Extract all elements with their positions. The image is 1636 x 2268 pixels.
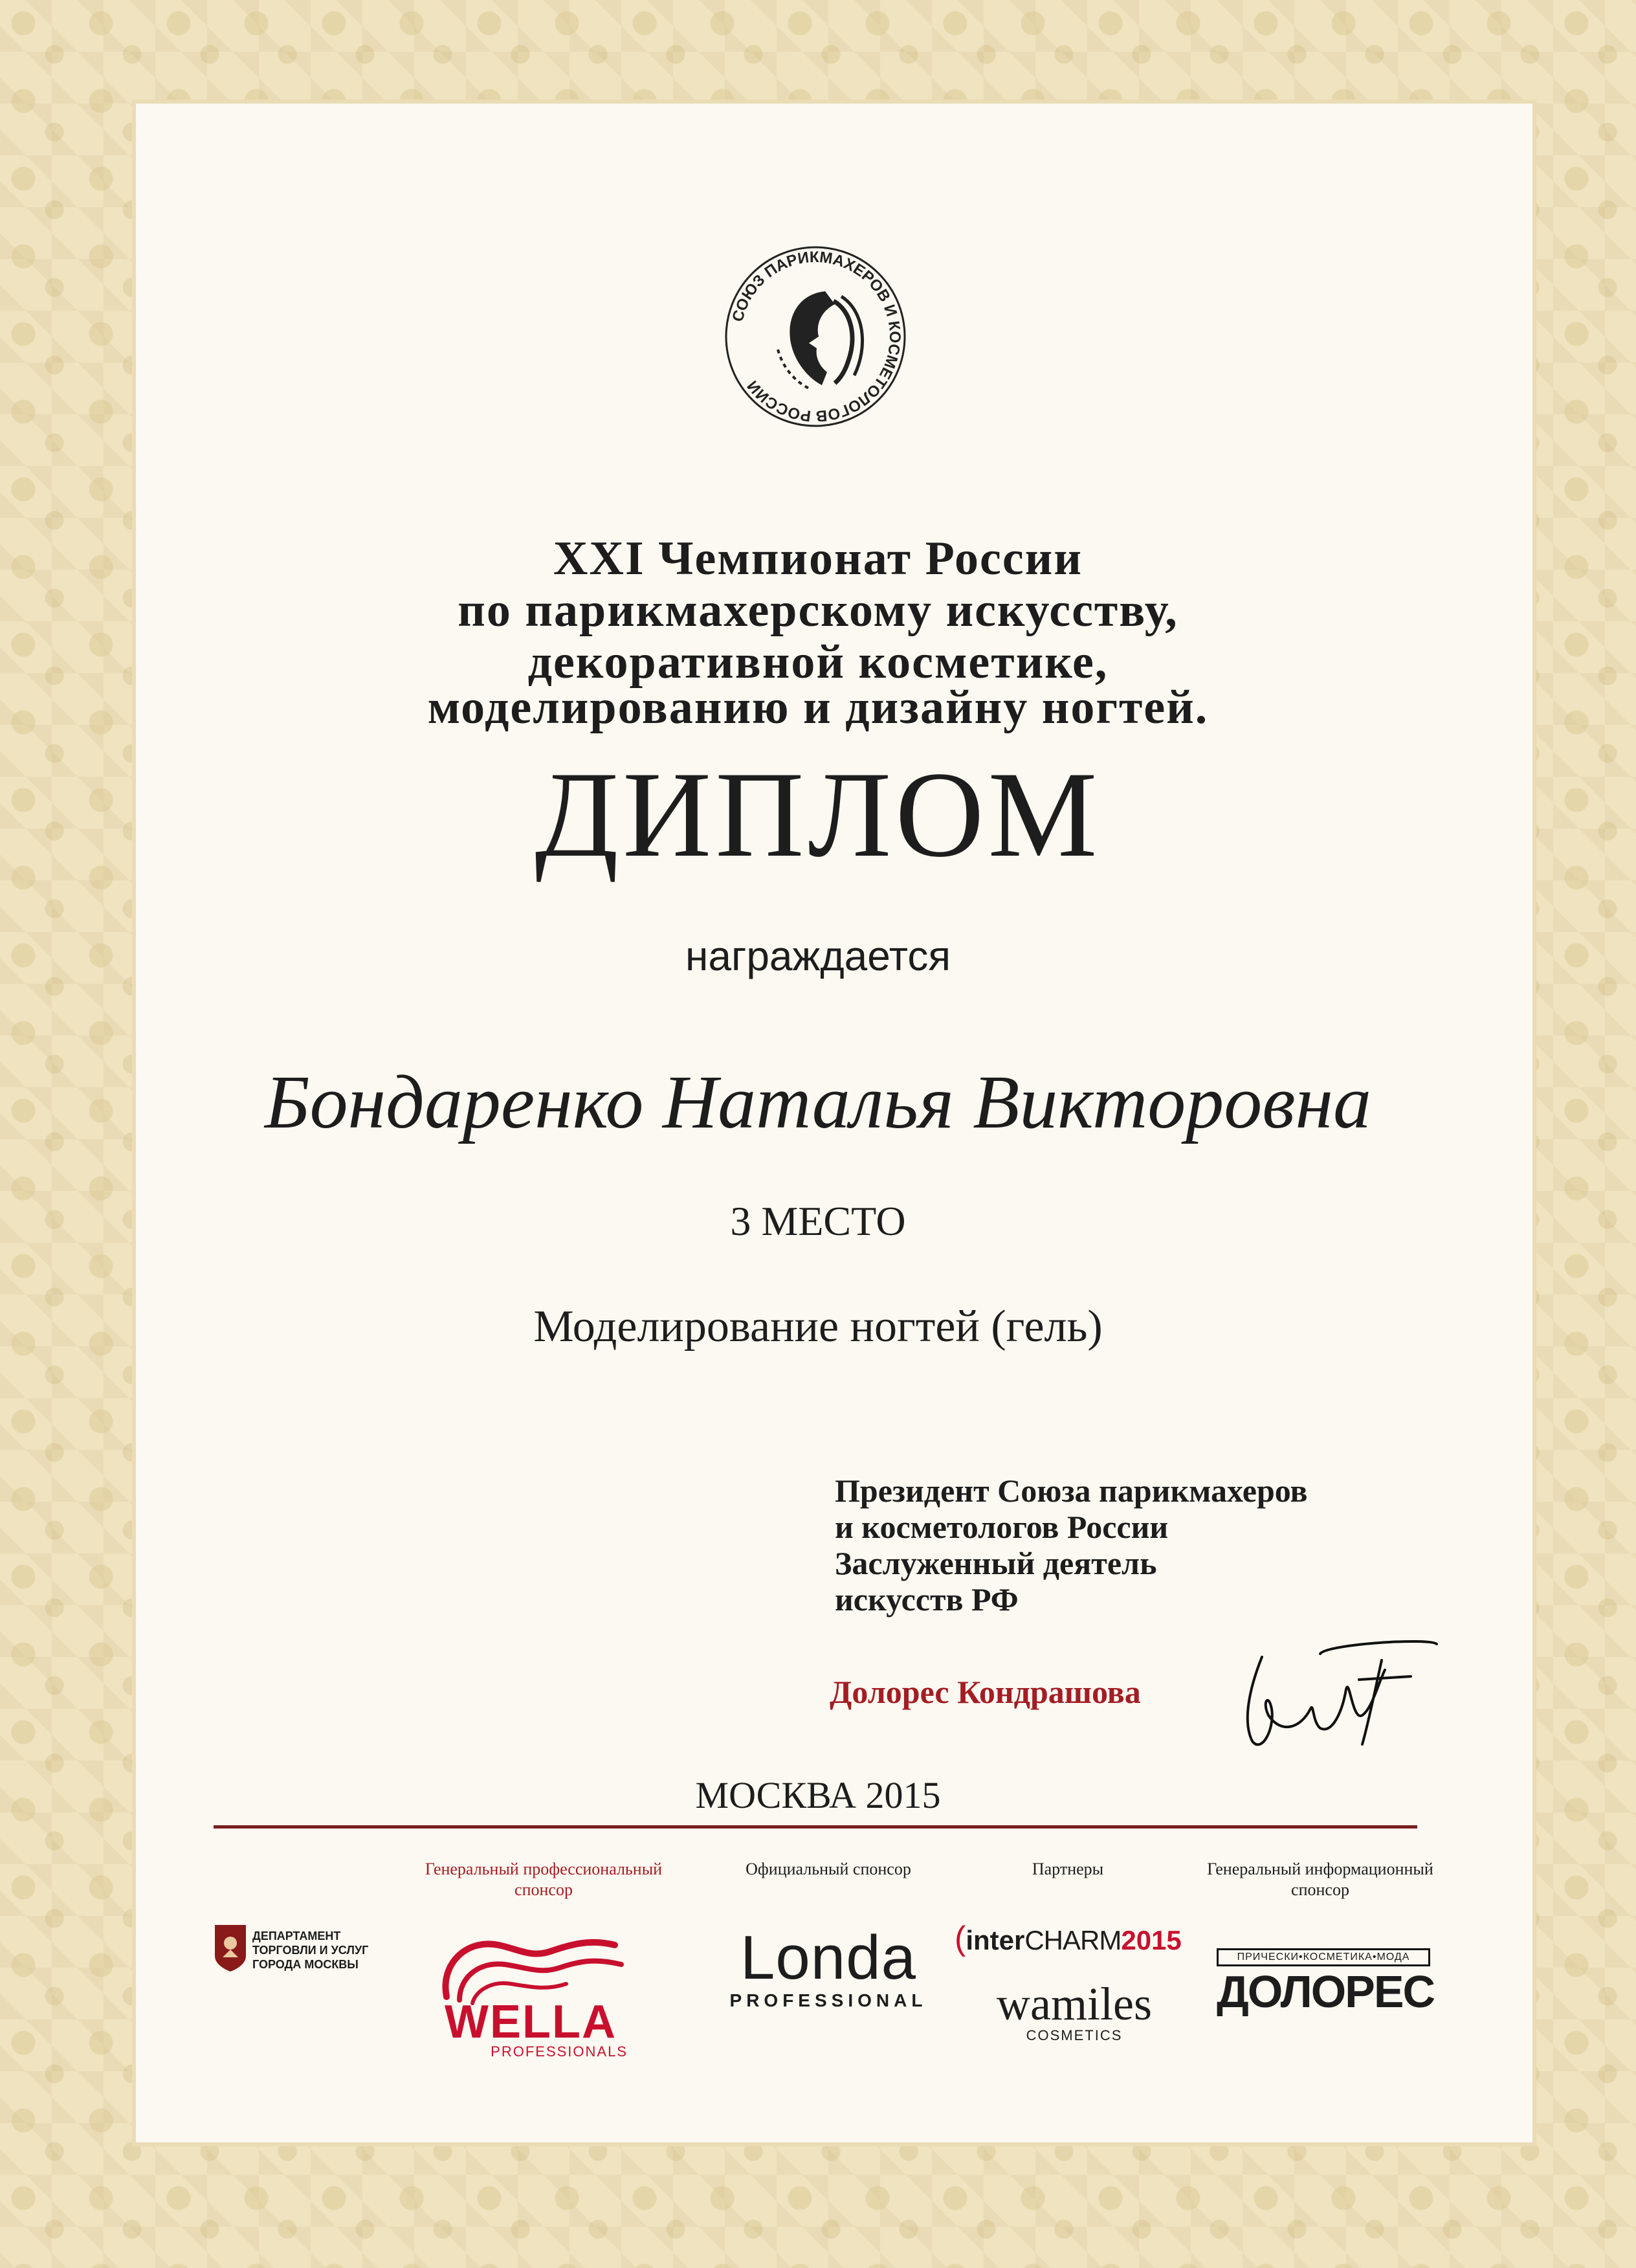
signatory-name: Долорес Кондрашова [830,1674,1141,1710]
signatory-line-4: искусств РФ [835,1581,1019,1618]
signatory-line-2: и косметологов России [835,1509,1169,1545]
wamiles-sub: COSMETICS [1026,2027,1123,2043]
woman-profile-icon [778,291,863,388]
signatory-line-3: Заслуженный деятель [835,1545,1157,1581]
intercharm-middle: CHARM [1024,1925,1122,1955]
wamiles-logo [971,1978,1178,2044]
recipient-name: Бондаренко Наталья Викторовна [264,1060,1372,1144]
dolores-wordmark: ДОЛОРЕС [1217,1966,1435,2017]
moscow-dept-line-3: ГОРОДА МОСКВЫ [252,1958,359,1971]
moscow-department-text [252,1929,368,1972]
intercharm-swoosh-icon: ( [955,1920,966,1957]
moscow-dept-line-1: ДЕПАРТАМЕНТ [252,1929,341,1942]
handwritten-signature [1223,1631,1443,1761]
heading-line-2: по парикмахерскому искусству, [458,584,1178,637]
wella-sub: PROFESSIONALS [491,2043,628,2060]
dolores-tagline: ПРИЧЕСКИ•КОСМЕТИКА•МОДА [1217,1948,1430,1966]
general-pro-sponsor-label: Генеральный профессиональный спонсор [425,1860,663,1899]
londa-wordmark: Londa [740,1923,916,1992]
wella-logo [421,1919,641,2062]
partners-label: Партнеры [1032,1860,1104,1878]
place-text: 3 МЕСТО [730,1198,906,1244]
category-text: Моделирование ногтей (гель) [533,1302,1103,1351]
logo-ring-text: СОЮЗ ПАРИКМАХЕРОВ И КОСМЕТОЛОГОВ РОССИИ [729,248,904,425]
heading-line-1: XXI Чемпионат России [553,532,1083,585]
signatory-line-1: Президент Союза парикмахеров [835,1473,1308,1509]
dolores-magazine-logo [1217,1948,1435,2017]
city-year: МОСКВА 2015 [695,1774,941,1816]
official-sponsor-label: Официальный спонсор [746,1860,911,1878]
intercharm-year: 2015 [1121,1925,1182,1955]
heading-line-3: декоративной косметике, [527,636,1109,689]
wamiles-wordmark: wamiles [997,1978,1152,2030]
intercharm-logo [955,1919,1182,1958]
diploma-title: ДИПЛОМ [535,747,1101,883]
footer-divider [214,1825,1417,1829]
heading-line-4: моделированию и дизайну ногтей. [427,681,1209,734]
wella-wordmark: WELLA [445,1996,617,2048]
moscow-coat-of-arms-icon [214,1924,247,1973]
union-logo [718,239,912,434]
awarded-text: награждается [685,933,951,979]
londa-sub: PROFESSIONAL [729,1990,927,2010]
moscow-dept-line-2: ТОРГОВЛИ И УСЛУГ [252,1944,369,1957]
intercharm-prefix: inter [966,1925,1025,1955]
general-info-sponsor-label: Генеральный информационный спонсор [1207,1860,1433,1899]
signatory-title [835,1473,1417,1618]
londa-logo [712,1923,945,2023]
moscow-department-logo [214,1922,408,1994]
